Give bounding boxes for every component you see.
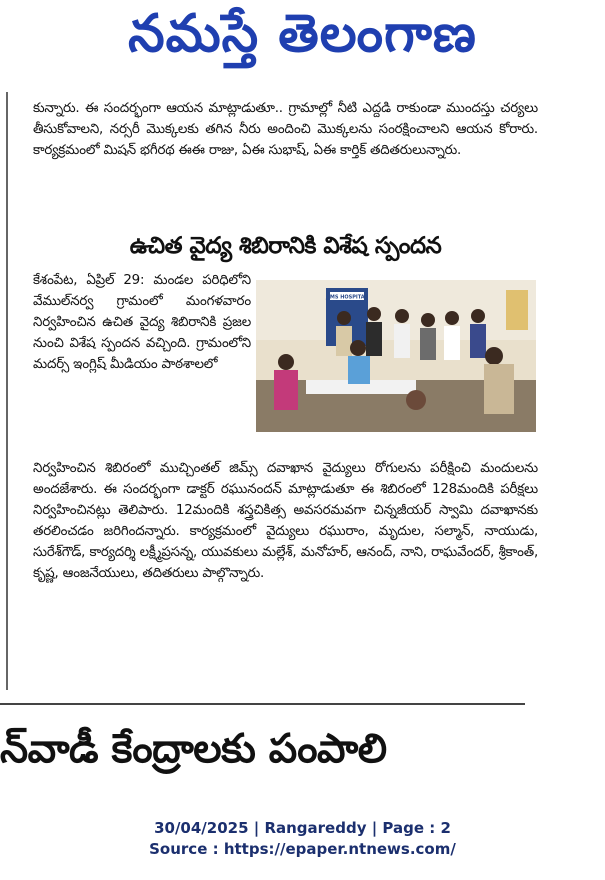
column-border <box>6 92 8 690</box>
photo-banner-text: JIMS HOSPITAL <box>326 294 368 301</box>
article-lead-text: కేశంపేట, ఏప్రిల్ 29: మండల పరిధిలోని వేముల్‌నర్వ గ్రామంలో మంగళవారం నిర్వహించిన ఉచిత వైద్య శిబిరానికి ప్రజల నుంచి విశేష స్పందన వచ్చింది. గ్రామంలోని మదర్స్ ఇంగ్లిష్ మీడియం పాఠశాలలో <box>33 273 251 372</box>
article-body-text: నిర్వహించిన శిబిరంలో ముచ్చింతల్ జిమ్స్ దవాఖాన వైద్యులు రోగులను పరీక్షించి మందులను అందజేశారు. ఈ సందర్భంగా డాక్టర్ రఘునందన్ మాట్లాడుతూ ఈ శిబిరంలో 128మందికి పరీక్షలు నిర్వహించినట్లు తెలిపారు. 12మందికి శస్త్రచికిత్స అవసరమవగా చిన్నజీయర్ స్వామి దవాఖానకు తరలించడం జరిగిందన్నారు. కార్యక్రమంలో వైద్యులు రఘురాం, మృదుల, సల్మాన్, నాయుడు, సురేశ్‌గౌడ్, కార్యదర్శి లక్ష్మీప్రసన్న, యువకులు మల్లేశ్, మనోహర్, ఆనంద్, నాని, రాఘవేందర్, శ్రీకాంత్, కృష్ణ, ఆంజనేయులు, తదితరులు పాల్గొన్నారు. <box>33 461 538 581</box>
footer <box>0 818 605 860</box>
next-article-headline: న్‌వాడీ కేంద్రాలకు పంపాలి <box>0 726 387 772</box>
article-top-text: కున్నారు. ఈ సందర్భంగా ఆయన మాట్లాడుతూ.. గ్రామాల్లో నీటి ఎద్దడి రాకుండా ముందస్తు చర్యలు తీసుకోవాలని, నర్సరీ మొక్కలకు తగిన నీరు అందించి మొక్కలను సంరక్షించాలని ఆయన కోరారు. కార్యక్రమంలో మిషన్ భగీరథ ఈఈ రాజు, ఏఈ సుభాష్, ఏఈ కార్తిక్ తదితరులున్నారు. <box>33 101 538 158</box>
footer-source: Source : https://epaper.ntnews.com/ <box>149 840 456 858</box>
article-photo <box>256 280 536 432</box>
masthead-title: నమస్తే తెలంగాణ <box>128 4 477 64</box>
medical-camp-photo <box>256 280 536 432</box>
article-headline: ఉచిత వైద్య శిబిరానికి విశేష స్పందన <box>129 233 442 259</box>
article-divider <box>0 703 525 705</box>
footer-date-edition: 30/04/2025 | Rangareddy | Page : 2 <box>154 819 451 837</box>
